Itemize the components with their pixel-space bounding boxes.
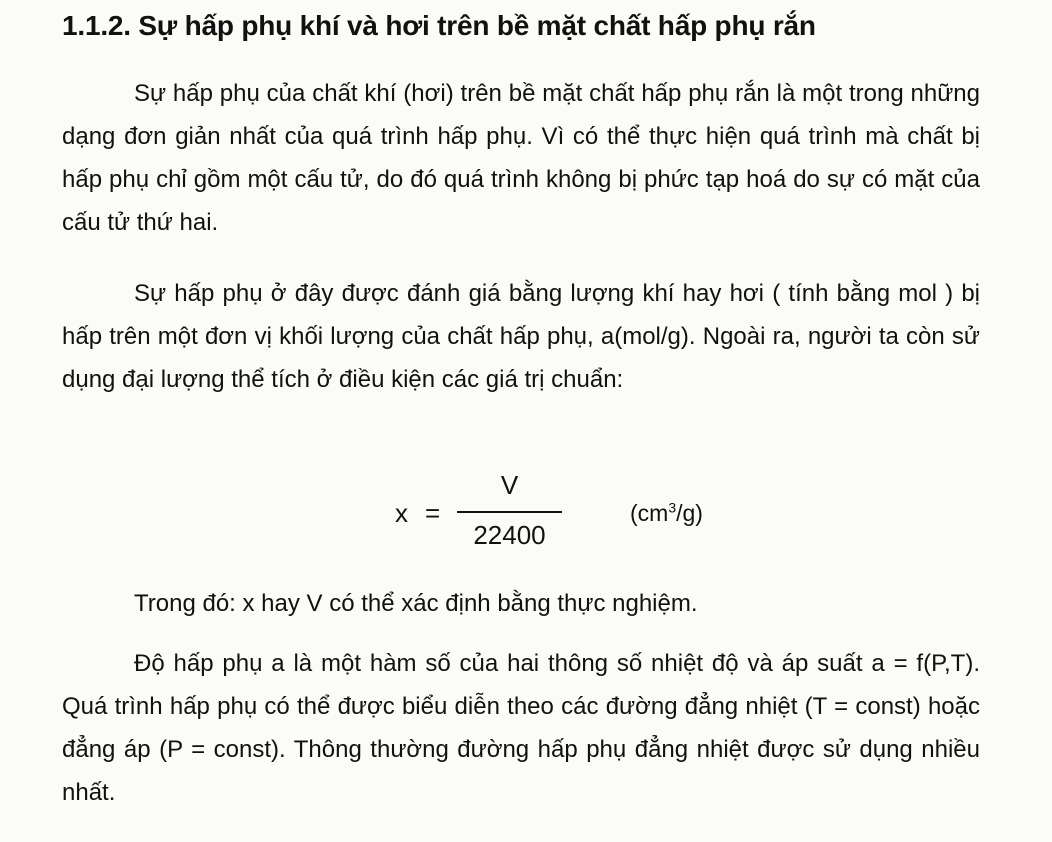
volume-formula <box>395 470 755 560</box>
paragraph-3: Trong đó: x hay V có thể xác định bằng thực nghiệm. <box>134 590 698 617</box>
unit-suffix: /g) <box>676 500 703 526</box>
formula-unit <box>630 500 703 527</box>
formula-denominator: 22400 <box>473 520 546 550</box>
fraction-bar <box>457 511 562 513</box>
section-heading: 1.1.2. Sự hấp phụ khí và hơi trên bề mặt chất hấp phụ rắn <box>62 10 816 41</box>
unit-exponent: 3 <box>668 499 677 516</box>
formula-numerator: V <box>500 470 519 500</box>
paragraph-1: Sự hấp phụ của chất khí (hơi) trên bề mặt chất hấp phụ rắn là một trong những dạng đơn giản nhất của quá trình hấp phụ. Vì có thể thực hiện quá trình mà chất bị hấp phụ chỉ gồm một cấu tử, do đó quá trình không bị phức tạp hoá do sự có mặt của cấu tử thứ hai. <box>62 80 980 236</box>
formula-variable: x <box>395 498 408 528</box>
paragraph-4: Độ hấp phụ a là một hàm số của hai thông số nhiệt độ và áp suất a = f(P,T). Quá trình hấp phụ có thể được biểu diễn theo các đường đẳng nhiệt (T = const) hoặc đẳng áp (P = const). Thông thường đường hấp phụ đẳng nhiệt được sử dụng nhiều nhất. <box>62 650 980 806</box>
paragraph-2: Sự hấp phụ ở đây được đánh giá bằng lượng khí hay hơi ( tính bằng mol ) bị hấp trên một đơn vị khối lượng của chất hấp phụ, a(mol/g). Ngoài ra, người ta còn sử dụng đại lượng thể tích ở điều kiện các giá trị chuẩn: <box>62 280 980 393</box>
formula-equals-sign <box>425 498 440 529</box>
unit-prefix: (cm <box>630 500 669 526</box>
